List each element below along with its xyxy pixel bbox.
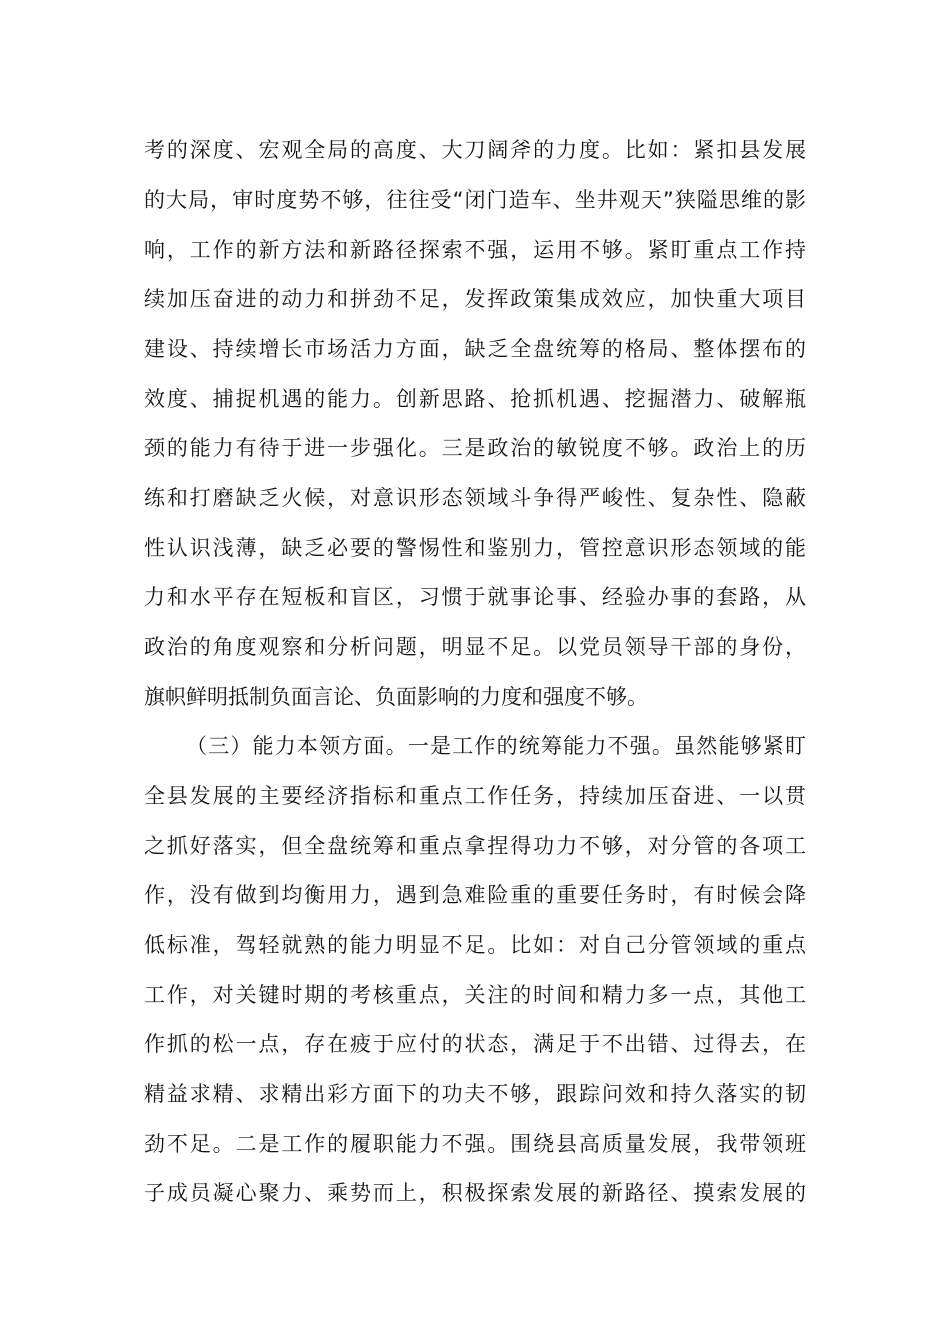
text-line: 颈的能力有待于进一步强化。三是政治的敏锐度不够。政治上的历 [144, 436, 806, 460]
text-line: 作抓的松一点，存在疲于应付的状态，满足于不出错、过得去，在 [144, 1032, 806, 1056]
text-line: 作，没有做到均衡用力，遇到急难险重的重要任务时，有时候会降 [144, 883, 806, 907]
text-line: 精益求精、求精出彩方面下的功夫不够，跟踪问效和持久落实的韧 [144, 1082, 806, 1106]
text-line: 政治的角度观察和分析问题，明显不足。以党员领导干部的身份， [144, 635, 806, 659]
text-line: 全县发展的主要经济指标和重点工作任务，持续加压奋进、一以贯 [144, 784, 806, 808]
text-line: 响，工作的新方法和新路径探索不强，运用不够。紧盯重点工作持 [144, 238, 806, 262]
text-line: 建设、持续增长市场活力方面，缺乏全盘统筹的格局、整体摆布的 [144, 337, 806, 361]
text-line: 的大局，审时度势不够，往往受“闭门造车、坐井观天”狭隘思维的影 [144, 188, 806, 212]
text-line: 考的深度、宏观全局的高度、大刀阔斧的力度。比如：紧扣县发展 [144, 138, 806, 162]
text-line: 力和水平存在短板和盲区，习惯于就事论事、经验办事的套路，从 [144, 585, 806, 609]
text-line: 练和打磨缺乏火候，对意识形态领域斗争得严峻性、复杂性、隐蔽 [144, 486, 806, 510]
text-line: 旗帜鲜明抵制负面言论、负面影响的力度和强度不够。 [144, 685, 648, 709]
text-line: 工作，对关键时期的考核重点，关注的时间和精力多一点，其他工 [144, 983, 806, 1007]
text-line: 续加压奋进的动力和拼劲不足，发挥政策集成效应，加快重大项目 [144, 287, 806, 311]
text-line: 劲不足。二是工作的履职能力不强。围绕县高质量发展，我带领班 [144, 1132, 806, 1156]
paragraph-heading-line: （三）能力本领方面。一是工作的统筹能力不强。虽然能够紧盯 [186, 734, 806, 758]
text-line: 性认识浅薄，缺乏必要的警惕性和鉴别力，管控意识形态领域的能 [144, 536, 806, 560]
text-line: 效度、捕捉机遇的能力。创新思路、抢抓机遇、挖掘潜力、破解瓶 [144, 387, 806, 411]
text-line: 低标准，驾轻就熟的能力明显不足。比如：对自己分管领域的重点 [144, 933, 806, 957]
text-line: 之抓好落实，但全盘统筹和重点拿捏得功力不够，对分管的各项工 [144, 834, 806, 858]
text-line: 子成员凝心聚力、乘势而上，积极探索发展的新路径、摸索发展的 [144, 1181, 806, 1205]
